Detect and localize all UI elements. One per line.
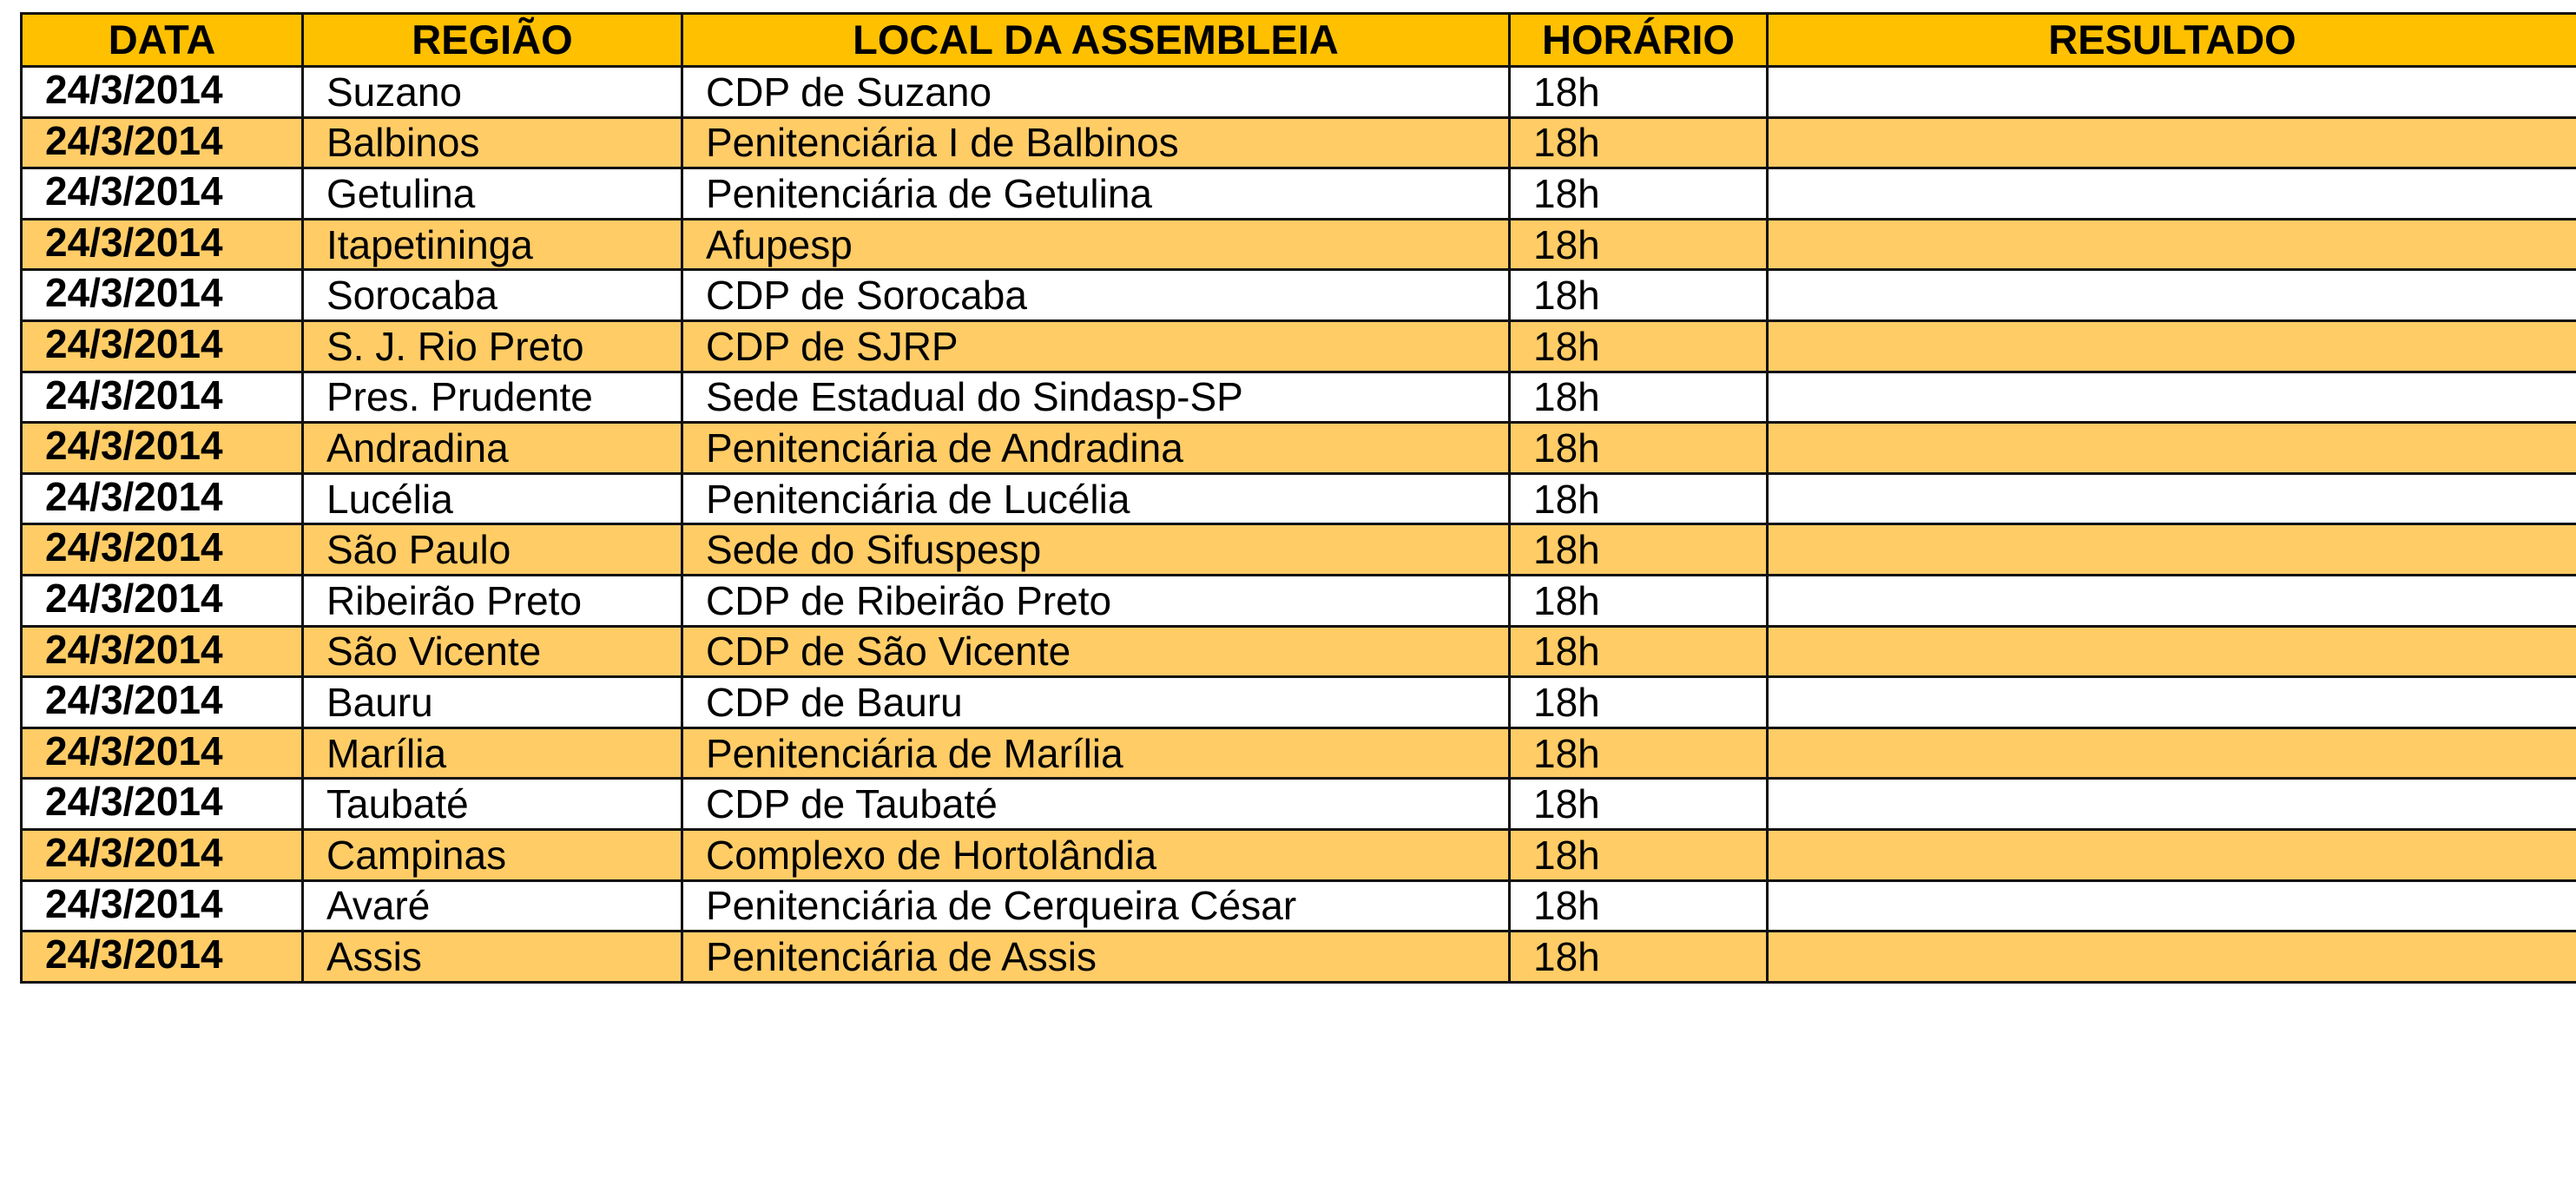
cell-data: 24/3/2014	[22, 575, 303, 626]
cell-regiao: Bauru	[303, 677, 682, 728]
table-row	[22, 270, 2576, 321]
cell-local: CDP de São Vicente	[682, 626, 1510, 677]
cell-regiao: São Vicente	[303, 626, 682, 677]
table-row	[22, 219, 2576, 270]
cell-regiao: Lucélia	[303, 473, 682, 524]
cell-local: Penitenciária de Marília	[682, 727, 1510, 779]
table-row	[22, 829, 2576, 880]
cell-local: Sede Estadual do Sindasp-SP	[682, 372, 1510, 423]
cell-local: Penitenciária de Lucélia	[682, 473, 1510, 524]
cell-local: CDP de Sorocaba	[682, 270, 1510, 321]
cell-horario: 18h	[1510, 524, 1768, 576]
cell-local: CDP de Bauru	[682, 677, 1510, 728]
cell-horario: 18h	[1510, 320, 1768, 372]
table-row	[22, 524, 2576, 576]
cell-horario: 18h	[1510, 575, 1768, 626]
cell-local: CDP de Suzano	[682, 67, 1510, 118]
table-row	[22, 779, 2576, 830]
cell-regiao: São Paulo	[303, 524, 682, 576]
cell-horario: 18h	[1510, 626, 1768, 677]
cell-horario: 18h	[1510, 372, 1768, 423]
cell-data: 24/3/2014	[22, 524, 303, 576]
table-row	[22, 117, 2576, 168]
cell-regiao: Andradina	[303, 423, 682, 474]
column-header-data: DATA	[22, 14, 303, 67]
cell-data: 24/3/2014	[22, 829, 303, 880]
cell-data: 24/3/2014	[22, 677, 303, 728]
table-row	[22, 168, 2576, 220]
cell-resultado	[1768, 219, 2576, 270]
cell-resultado	[1768, 473, 2576, 524]
cell-data: 24/3/2014	[22, 779, 303, 830]
cell-resultado	[1768, 626, 2576, 677]
cell-data: 24/3/2014	[22, 423, 303, 474]
cell-horario: 18h	[1510, 829, 1768, 880]
cell-resultado	[1768, 320, 2576, 372]
cell-resultado	[1768, 67, 2576, 118]
cell-local: Penitenciária de Cerqueira César	[682, 880, 1510, 932]
column-header-horario: HORÁRIO	[1510, 14, 1768, 67]
cell-regiao: Itapetininga	[303, 219, 682, 270]
table-row	[22, 932, 2576, 983]
cell-regiao: Campinas	[303, 829, 682, 880]
cell-data: 24/3/2014	[22, 932, 303, 983]
table-body	[22, 67, 2576, 983]
table-row	[22, 727, 2576, 779]
cell-horario: 18h	[1510, 67, 1768, 118]
column-header-local: LOCAL DA ASSEMBLEIA	[682, 14, 1510, 67]
cell-local: Penitenciária de Assis	[682, 932, 1510, 983]
table-row	[22, 67, 2576, 118]
table-row	[22, 626, 2576, 677]
cell-local: CDP de Ribeirão Preto	[682, 575, 1510, 626]
cell-local: CDP de Taubaté	[682, 779, 1510, 830]
table-row	[22, 372, 2576, 423]
cell-regiao: Marília	[303, 727, 682, 779]
cell-data: 24/3/2014	[22, 117, 303, 168]
cell-regiao: Avaré	[303, 880, 682, 932]
cell-regiao: S. J. Rio Preto	[303, 320, 682, 372]
table-row	[22, 575, 2576, 626]
column-header-resultado: RESULTADO	[1768, 14, 2576, 67]
cell-data: 24/3/2014	[22, 626, 303, 677]
cell-resultado	[1768, 727, 2576, 779]
column-header-regiao: REGIÃO	[303, 14, 682, 67]
cell-regiao: Balbinos	[303, 117, 682, 168]
cell-resultado	[1768, 575, 2576, 626]
cell-horario: 18h	[1510, 932, 1768, 983]
cell-local: Complexo de Hortolândia	[682, 829, 1510, 880]
cell-resultado	[1768, 932, 2576, 983]
cell-local: Sede do Sifuspesp	[682, 524, 1510, 576]
cell-data: 24/3/2014	[22, 372, 303, 423]
cell-resultado	[1768, 880, 2576, 932]
cell-regiao: Getulina	[303, 168, 682, 220]
cell-horario: 18h	[1510, 677, 1768, 728]
cell-regiao: Suzano	[303, 67, 682, 118]
cell-data: 24/3/2014	[22, 473, 303, 524]
cell-resultado	[1768, 677, 2576, 728]
cell-regiao: Sorocaba	[303, 270, 682, 321]
cell-local: Afupesp	[682, 219, 1510, 270]
cell-regiao: Ribeirão Preto	[303, 575, 682, 626]
cell-horario: 18h	[1510, 880, 1768, 932]
cell-resultado	[1768, 372, 2576, 423]
cell-resultado	[1768, 168, 2576, 220]
cell-resultado	[1768, 779, 2576, 830]
cell-resultado	[1768, 270, 2576, 321]
cell-horario: 18h	[1510, 473, 1768, 524]
cell-regiao: Assis	[303, 932, 682, 983]
header-row	[22, 14, 2576, 67]
cell-horario: 18h	[1510, 117, 1768, 168]
cell-local: CDP de SJRP	[682, 320, 1510, 372]
cell-data: 24/3/2014	[22, 67, 303, 118]
cell-data: 24/3/2014	[22, 727, 303, 779]
cell-horario: 18h	[1510, 168, 1768, 220]
cell-local: Penitenciária de Andradina	[682, 423, 1510, 474]
cell-local: Penitenciária I de Balbinos	[682, 117, 1510, 168]
table-row	[22, 473, 2576, 524]
cell-horario: 18h	[1510, 219, 1768, 270]
cell-resultado	[1768, 524, 2576, 576]
cell-data: 24/3/2014	[22, 219, 303, 270]
cell-data: 24/3/2014	[22, 168, 303, 220]
cell-local: Penitenciária de Getulina	[682, 168, 1510, 220]
cell-resultado	[1768, 423, 2576, 474]
cell-horario: 18h	[1510, 727, 1768, 779]
table-row	[22, 423, 2576, 474]
cell-resultado	[1768, 117, 2576, 168]
cell-data: 24/3/2014	[22, 270, 303, 321]
table-row	[22, 880, 2576, 932]
cell-resultado	[1768, 829, 2576, 880]
table-row	[22, 677, 2576, 728]
cell-regiao: Taubaté	[303, 779, 682, 830]
cell-data: 24/3/2014	[22, 320, 303, 372]
table-row	[22, 320, 2576, 372]
cell-regiao: Pres. Prudente	[303, 372, 682, 423]
cell-data: 24/3/2014	[22, 880, 303, 932]
assembly-schedule-table	[20, 12, 2576, 984]
cell-horario: 18h	[1510, 270, 1768, 321]
cell-horario: 18h	[1510, 779, 1768, 830]
cell-horario: 18h	[1510, 423, 1768, 474]
